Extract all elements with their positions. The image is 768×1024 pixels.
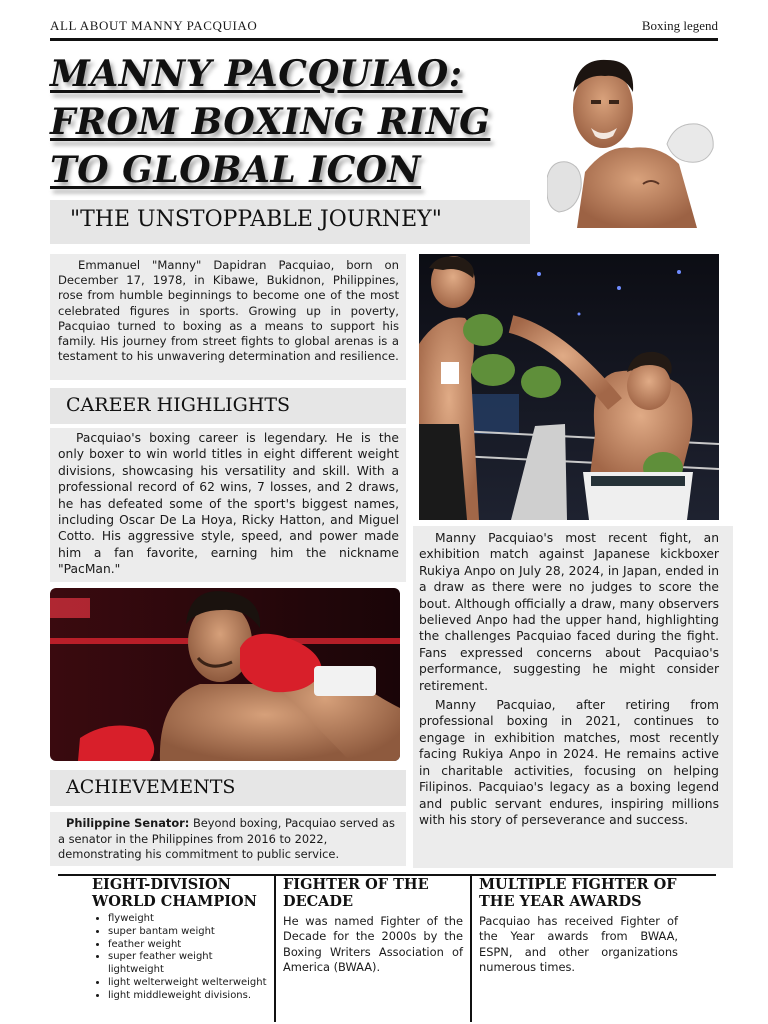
fighter-decade-column — [283, 876, 463, 975]
headline-line-1: MANNY PACQUIAO: — [50, 53, 463, 95]
fighter-year-column — [479, 876, 678, 975]
headline-line-3: TO GLOBAL ICON — [50, 149, 422, 191]
list-item: • light welterweight welterweight — [108, 977, 270, 990]
achievements-heading: ACHIEVEMENTS — [66, 776, 236, 798]
list-item: • light middleweight divisions. — [108, 990, 270, 1003]
career-heading-band — [50, 388, 406, 424]
list-item: • super feather weight lightweight — [108, 951, 270, 977]
masthead — [50, 18, 718, 40]
fighter-decade-heading: FIGHTER OF THE DECADE — [283, 876, 429, 910]
hero-boxer-photo — [547, 52, 715, 228]
eight-division-column — [92, 876, 270, 1003]
eight-division-heading: EIGHT-DIVISION WORLD CHAMPION — [92, 876, 257, 910]
senator-text: Beyond boxing, Pacquiao served as a senator in the Philippines from 2016 to 2022, demonstrating his commitment to public service. — [58, 816, 395, 861]
masthead-rule — [50, 38, 718, 41]
career-heading: CAREER HIGHLIGHTS — [66, 394, 291, 416]
recent-fight-text — [413, 526, 733, 868]
fighter-year-heading: MULTIPLE FIGHTER OF THE YEAR AWARDS — [479, 876, 677, 910]
list-item: • super bantam weight — [108, 926, 270, 939]
masthead-title: ALL ABOUT MANNY PACQUIAO — [50, 18, 258, 33]
exhibition-fight-photo — [419, 254, 719, 520]
headline — [50, 50, 550, 194]
intro-paragraph: Emmanuel "Manny" Dapidran Pacquiao, born on December 17, 1978, in Kibawe, Bukidnon, Philippines, rose from humble beginnings to become one of the most celebrated figures in sports. Growing up in poverty, Pacquiao turned to boxing as a means to support his family. His journey from street fights to global arenas is a testament to his unwavering determination and resilience. — [50, 254, 406, 380]
career-paragraph: Pacquiao's boxing career is legendary. He is the only boxer to win world titles in eight different weight divisions, showcasing his versatility and skill. With a professional record of 62 wins, 7 losses, and 2 draws, he has defeated some of the sport's biggest names, including Oscar De La Hoya, Ricky Hatton, and Miguel Cotto. His aggressive style, speed, and power made him a fan favorite, earning him the nickname "PacMan." — [50, 428, 406, 582]
weight-division-list — [92, 913, 270, 1003]
column-divider — [470, 876, 472, 1022]
list-item: • feather weight — [108, 939, 270, 952]
fighter-decade-text: He was named Fighter of the Decade for the 2000s by the Boxing Writers Association of America (BWAA). — [283, 914, 463, 974]
subtitle: "THE UNSTOPPABLE JOURNEY" — [70, 207, 442, 232]
headline-line-2: FROM BOXING RING — [50, 101, 491, 143]
list-item: • flyweight — [108, 913, 270, 926]
recent-fight-paragraph: Manny Pacquiao's most recent fight, an exhibition match against Japanese kickboxer Rukiya Anpo on July 28, 2024, in Japan, ended in a draw as there were no judges to score the bout. Although officially a draw, many observers believed Anpo had the upper hand, highlighting the challenges Pacquiao faced during the fight. Fans expressed concerns about Pacquiao's performance, suggesting he might consider retirement. — [419, 531, 719, 693]
punch-photo — [50, 588, 400, 761]
fighter-year-text: Pacquiao has received Fighter of the Year awards from BWAA, ESPN, and other organizations numerous times. — [479, 914, 678, 974]
achievements-heading-band — [50, 770, 406, 806]
legacy-paragraph: Manny Pacquiao, after retiring from professional boxing in 2021, continues to engage in exhibition matches, most recently facing Rukiya Anpo in 2024. He remains active in charitable activities, focusing on helping Filipinos. Pacquiao's legacy as a boxing legend and public servant endures, inspiring millions with his story of perseverance and success. — [419, 698, 719, 827]
subtitle-band — [50, 200, 530, 244]
senator-label: Philippine Senator: — [66, 816, 190, 830]
column-divider — [274, 876, 276, 1022]
masthead-section: Boxing legend — [641, 18, 718, 33]
achievements-paragraph — [50, 812, 406, 866]
